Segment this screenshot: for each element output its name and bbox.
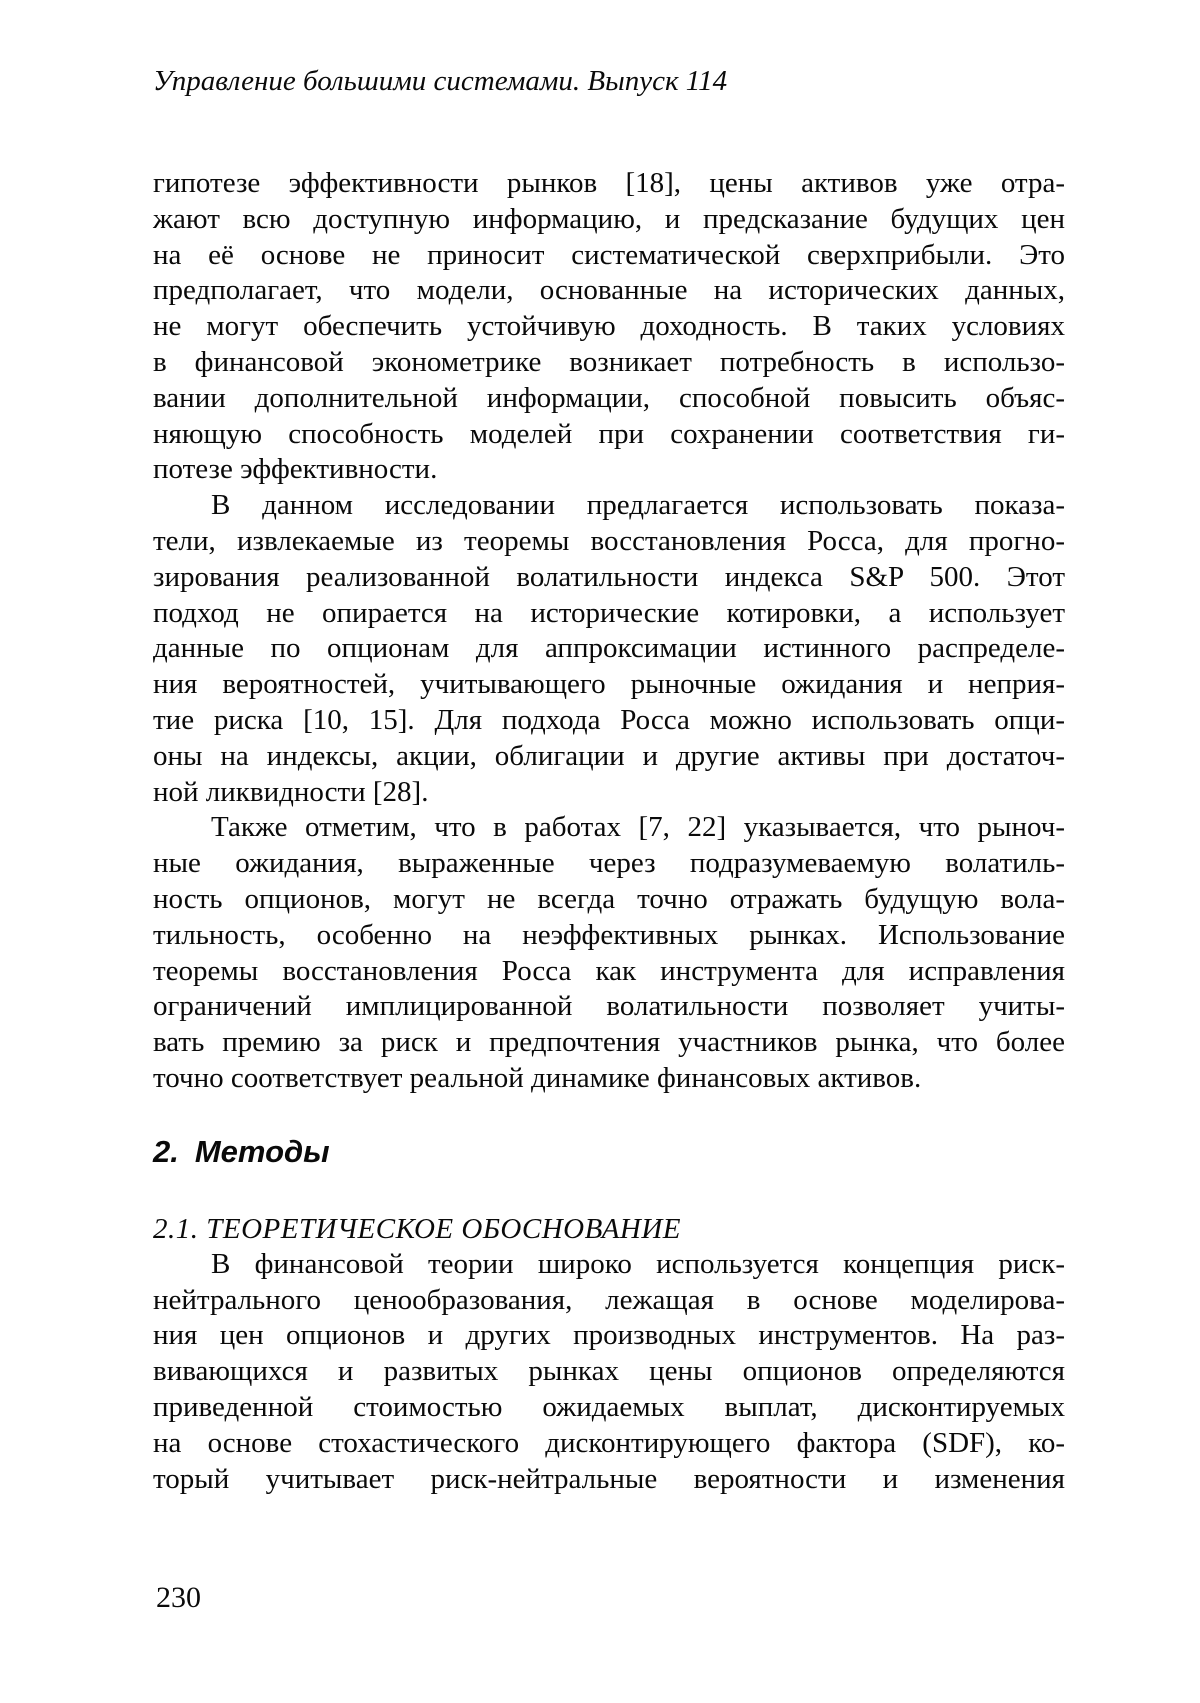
paragraph	[153, 1247, 1065, 1498]
section-title: Методы	[194, 1133, 330, 1169]
text-line: данные по опционам для аппроксимации истинного распределе-	[153, 632, 1065, 665]
body-text	[153, 166, 1065, 1497]
text-line: вивающихся и развитых рынках цены опционов определяются	[153, 1355, 1065, 1388]
text-line: В данном исследовании предлагается использовать показа-	[211, 489, 1065, 522]
section-number: 2.	[153, 1133, 179, 1169]
text-line: не могут обеспечить устойчивую доходность. В таких условиях	[153, 310, 1065, 343]
text-line: торый учитывает риск-нейтральные вероятности и изменения	[153, 1462, 1065, 1495]
paragraph	[153, 810, 1065, 1096]
subsection-heading: 2.1. ТЕОРЕТИЧЕСКОЕ ОБОСНОВАНИЕ	[153, 1212, 682, 1245]
text-line: теоремы восстановления Росса как инструмента для исправления	[153, 954, 1065, 987]
text-line: в финансовой эконометрике возникает потребность в использо-	[153, 345, 1065, 378]
text-line: оны на индексы, акции, облигации и другие активы при достаточ-	[153, 739, 1065, 772]
text-line: предполагает, что модели, основанные на исторических данных,	[153, 274, 1065, 307]
text-line: потезе эффективности.	[153, 453, 438, 486]
text-line: ограничений имплицированной волатильности позволяет учиты-	[153, 990, 1065, 1023]
section-heading	[153, 1133, 1065, 1171]
text-line: вании дополнительной информации, способной повысить объяс-	[153, 381, 1065, 414]
text-line: ния цен опционов и других производных инструментов. На раз-	[153, 1319, 1065, 1352]
text-line: точно соответствует реальной динамике финансовых активов.	[153, 1061, 922, 1094]
text-line: В финансовой теории широко используется концепция риск-	[211, 1247, 1065, 1280]
text-line: приведенной стоимостью ожидаемых выплат, дисконтируемых	[153, 1390, 1065, 1423]
text-line: ной ликвидности [28].	[153, 775, 429, 808]
text-line: вать премию за риск и предпочтения участников рынка, что более	[153, 1026, 1065, 1059]
text-line: ность опционов, могут не всегда точно отражать будущую вола-	[153, 882, 1065, 915]
text-line: на её основе не приносит систематической сверхприбыли. Это	[153, 238, 1065, 271]
text-line: ния вероятностей, учитывающего рыночные ожидания и неприя-	[153, 668, 1065, 701]
text-line: тильность, особенно на неэффективных рынках. Использование	[153, 918, 1065, 951]
text-line: на основе стохастического дисконтирующего фактора (SDF), ко-	[153, 1426, 1065, 1459]
text-line: Также отметим, что в работах [7, 22] указывается, что рыноч-	[211, 811, 1065, 844]
text-line: гипотезе эффективности рынков [18], цены активов уже отра-	[153, 167, 1065, 199]
text-line: тие риска [10, 15]. Для подхода Росса можно использовать опци-	[153, 703, 1065, 736]
running-head: Управление большими системами. Выпуск 114	[153, 65, 728, 97]
paragraph	[153, 488, 1065, 810]
text-line: подход не опирается на исторические котировки, а использует	[153, 596, 1065, 629]
text-line: ные ожидания, выраженные через подразумеваемую волатиль-	[153, 847, 1065, 880]
text-line: нейтрального ценообразования, лежащая в основе моделирова-	[153, 1283, 1065, 1316]
text-line: зирования реализованной волатильности индекса S&P 500. Этот	[153, 560, 1065, 593]
text-line: тели, извлекаемые из теоремы восстановления Росса, для прогно-	[153, 524, 1065, 557]
page-number: 230	[156, 1581, 201, 1614]
text-line: няющую способность моделей при сохранении соответствия ги-	[153, 417, 1065, 450]
paragraph	[153, 166, 1065, 488]
text-line: жают всю доступную информацию, и предсказание будущих цен	[153, 202, 1065, 235]
